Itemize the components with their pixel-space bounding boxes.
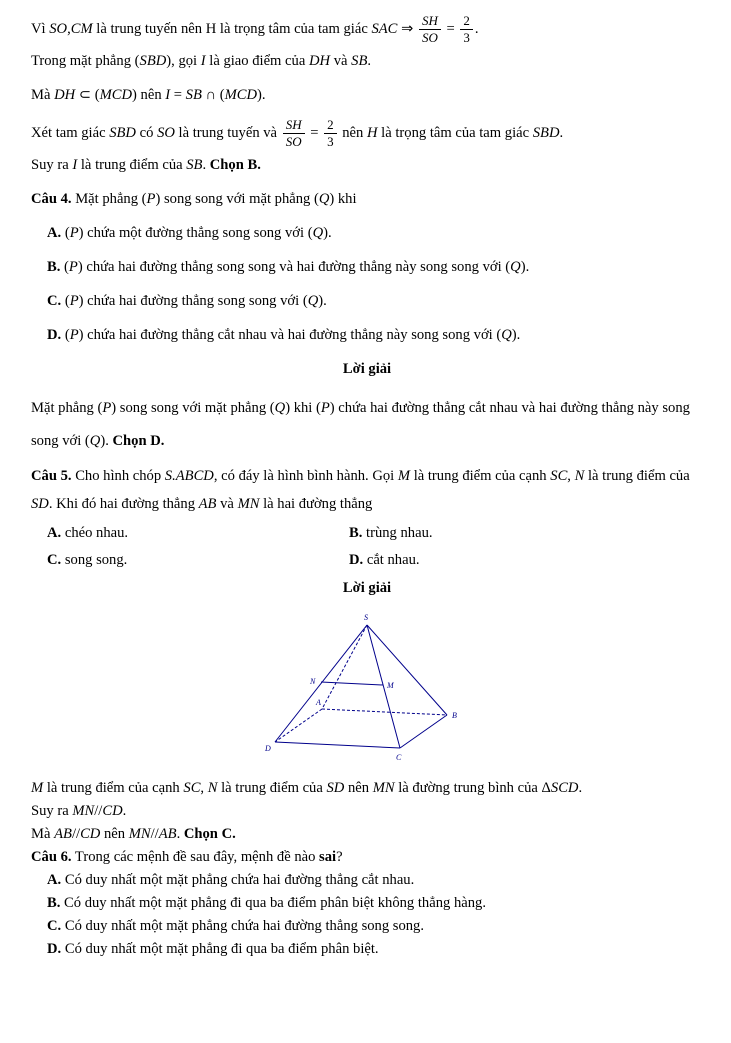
question6-option-d: D. Có duy nhất một mặt phẳng đi qua ba điểm phân biệt.: [47, 941, 379, 957]
solution3-line-1: Vì SO,CM là trung tuyến nên H là trọng tâm của tam giác SAC ⇒ $\frac{SH}{SO}$ = $\frac{2}{3}$ .: [31, 13, 479, 45]
question6-option-c: C. Có duy nhất một mặt phẳng chứa hai đường thẳng song song.: [47, 918, 425, 934]
pyramid-solid-edges: [275, 625, 447, 748]
solution5-line-1: M là trung điểm của cạnh SC, N là trung điểm của SD nên MN là đường trung bình của ΔSCD.: [31, 780, 583, 796]
solution3-line-3: Mà DH ⊂ (MCD) nên I = SB ∩ (MCD).: [31, 87, 266, 103]
loi-giai-heading-q5: Lời giải: [342, 580, 392, 596]
pyramid-vertex-labels: [264, 613, 457, 762]
question4-option-b: B. (P) chứa hai đường thẳng song song và hai đường thẳng này song song với (Q).: [47, 259, 530, 275]
vertex-label-m: M: [387, 681, 394, 690]
solution5-line-3: Mà AB//CD nên MN//AB. Chọn C.: [31, 826, 236, 842]
question6-stem: Câu 6. Trong các mệnh đề sau đây, mệnh đề nào sai?: [31, 849, 343, 865]
solution3-line-5: Suy ra I là trung điểm của SB. Chọn B.: [31, 157, 261, 173]
question5-options-row-2: [31, 550, 703, 571]
loi-giai-heading-q4: Lời giải: [342, 361, 392, 377]
solution3-line-2: Trong mặt phẳng (SBD), gọi I là giao điểm của DH và SB.: [31, 53, 372, 69]
question4-stem: Câu 4. Mặt phẳng (P) song song với mặt phẳng (Q) khi: [31, 191, 357, 207]
solution5-line-2: Suy ra MN//CD.: [31, 803, 127, 819]
vertex-label-d: D: [265, 744, 271, 753]
question4-solution: Mặt phẳng (P) song song với mặt phẳng (Q) khi (P) chứa hai đường thẳng cắt nhau và hai đường thẳng này song song với (Q). Chọn D.: [31, 400, 690, 449]
question5-option-a: A. chéo nhau.: [47, 525, 129, 541]
question4-option-c: C. (P) chứa hai đường thẳng song song với (Q).: [47, 293, 327, 309]
vertex-label-b: B: [452, 711, 457, 720]
question4-option-d: D. (P) chứa hai đường thẳng cắt nhau và hai đường thẳng này song song với (Q).: [47, 327, 521, 343]
question4-option-a: A. (P) chứa một đường thẳng song song với (Q).: [47, 225, 332, 241]
vertex-label-s: S: [364, 613, 368, 622]
question5-stem: Câu 5. Cho hình chóp S.ABCD, có đáy là hình bình hành. Gọi M là trung điểm của cạnh SC, N là trung điểm của SD. Khi đó hai đường thẳng AB và MN là hai đường thẳng: [31, 468, 690, 512]
question6-option-b: B. Có duy nhất một mặt phẳng đi qua ba điểm phân biệt không thẳng hàng.: [47, 895, 486, 911]
vertex-label-a: A: [316, 698, 321, 707]
vertex-label-c: C: [396, 753, 402, 762]
question6-option-a: A. Có duy nhất một mặt phẳng chứa hai đường thẳng cắt nhau.: [47, 872, 415, 888]
solution3-line-4: Xét tam giác SBD có SO là trung tuyến và $\frac{SH}{SO}$ = $\frac{2}{3}$ nên H là trọng tâm của tam giác SBD.: [31, 117, 564, 149]
figure-container: [31, 611, 703, 768]
question5-options-row-1: [31, 523, 703, 544]
vertex-label-n: N: [310, 677, 316, 686]
pyramid-figure: [262, 611, 472, 763]
question5-option-b: B. trùng nhau.: [349, 525, 433, 541]
question5-option-d: D. cắt nhau.: [349, 552, 420, 568]
question5-option-c: C. song song.: [47, 552, 128, 568]
